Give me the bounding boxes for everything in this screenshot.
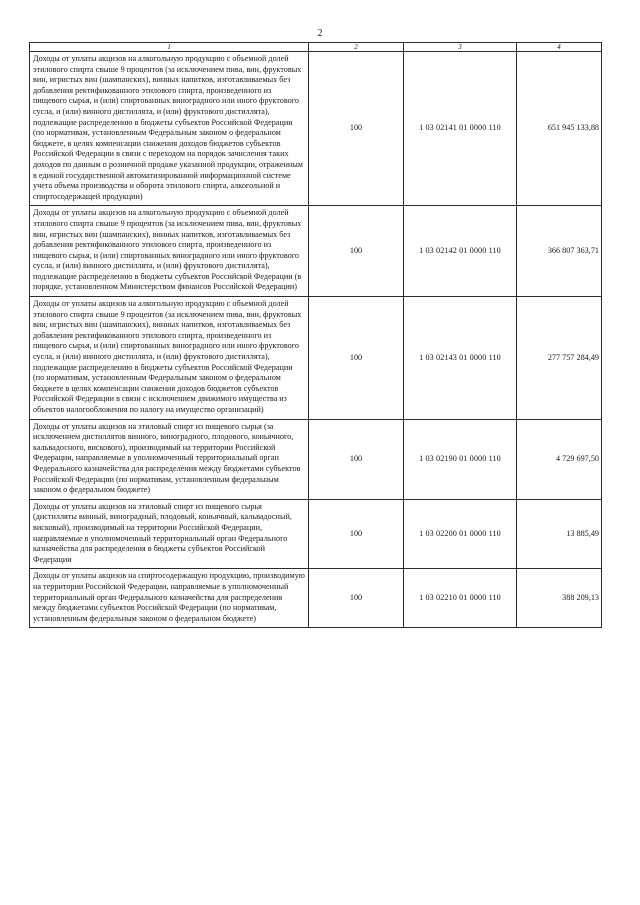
revenue-table	[29, 42, 602, 628]
revenue-amount: 651 945 133,88	[517, 52, 602, 206]
budget-classification-code: 1 03 02210 01 0000 110	[404, 569, 517, 628]
revenue-amount: 388 209,13	[517, 569, 602, 628]
table-row	[30, 297, 602, 420]
administrator-code: 100	[309, 52, 404, 206]
revenue-description: Доходы от уплаты акцизов на алкогольную продукцию с объемной долей этилового спирта свыше 9 процентов (за исключением пива, вин, фруктовых вин, игристых вин (шампанских), винных напитков, изготавливаемых без добавления ректификованного этилового спирта, произведенного из пищевого сырья, и (или) спиртованных виноградного или иного фруктового сусла, и (или) винного дистиллята, и (или) фруктового дистиллята), подлежащие распределению в бюджеты субъектов Российской Федерации (по нормативам, установленным Федеральным законом о федеральном бюджете, в целях компенсации снижения доходов бюджетов субъектов Российской Федерации в связи с переходом на порядок зачисления таких доходов по данным о розничной продаже указанной продукции, отраженным в единой государственной автоматизированной информационной системе учета объема производства и оборота этилового спирта, алкогольной и спиртосодержащей продукции)	[30, 52, 309, 206]
revenue-description: Доходы от уплаты акцизов на алкогольную продукцию с объемной долей этилового спирта свыше 9 процентов (за исключением пива, вин, фруктовых вин, игристых вин (шампанских), винных напитков, изготавливаемых без добавления ректификованного этилового спирта, произведенного из пищевого сырья, и (или) спиртованных виноградного или иного фруктового сусла, и (или) винного дистиллята, и (или) фруктового дистиллята), подлежащие распределению в бюджеты субъектов Российской Федерации (по нормативам, установленным Федеральным законом о федеральном бюджете в целях компенсации снижения доходов бюджетов субъектов Российской Федерации в связи с исключением движимого имущества из объектов налогообложения по налогу на имущество организаций)	[30, 297, 309, 420]
budget-classification-code: 1 03 02143 01 0000 110	[404, 297, 517, 420]
revenue-description: Доходы от уплаты акцизов на спиртосодержащую продукцию, производимую на территории Российской Федерации, направляемые в уполномоченный территориальный орган Федерального казначейства для распределения между бюджетами субъектов Российской Федерации (по нормативам, установленным федеральным законом о федеральном бюджете)	[30, 569, 309, 628]
table-row	[30, 419, 602, 499]
administrator-code: 100	[309, 419, 404, 499]
column-number-3: 3	[404, 43, 517, 52]
administrator-code: 100	[309, 569, 404, 628]
column-number-2: 2	[309, 43, 404, 52]
budget-classification-code: 1 03 02190 01 0000 110	[404, 419, 517, 499]
budget-classification-code: 1 03 02142 01 0000 110	[404, 206, 517, 297]
budget-classification-code: 1 03 02200 01 0000 110	[404, 499, 517, 569]
table-row	[30, 499, 602, 569]
revenue-amount: 13 885,49	[517, 499, 602, 569]
revenue-amount: 4 729 697,50	[517, 419, 602, 499]
table-row	[30, 52, 602, 206]
revenue-description: Доходы от уплаты акцизов на алкогольную продукцию с объемной долей этилового спирта свыше 9 процентов (за исключением пива, вин, фруктовых вин, игристых вин (шампанских), винных напитков, изготавливаемых без добавления ректификованного этилового спирта, произведенного из пищевого сырья, и (или) спиртованных виноградного или иного фруктового сусла, и (или) винного дистиллята, и (или) фруктового дистиллята), подлежащие распределению в бюджеты субъектов Российской Федерации (в порядке, установленном Министерством финансов Российской Федерации)	[30, 206, 309, 297]
revenue-amount: 366 807 363,71	[517, 206, 602, 297]
administrator-code: 100	[309, 297, 404, 420]
revenue-amount: 277 757 284,49	[517, 297, 602, 420]
column-number-1: 1	[30, 43, 309, 52]
table-row	[30, 569, 602, 628]
budget-classification-code: 1 03 02141 01 0000 110	[404, 52, 517, 206]
administrator-code: 100	[309, 499, 404, 569]
revenue-description: Доходы от уплаты акцизов на этиловый спирт из пищевого сырья (дистилляты винный, виноградный, плодовый, коньячный, кальвадосный, висковый), производимый на территории Российской Федерации, направляемые в уполномоченный территориальный орган Федерального казначейства для распределения в бюджеты субъектов Российской Федерации	[30, 499, 309, 569]
table-row	[30, 206, 602, 297]
administrator-code: 100	[309, 206, 404, 297]
table-header-row	[30, 43, 602, 52]
revenue-description: Доходы от уплаты акцизов на этиловый спирт из пищевого сырья (за исключением дистиллятов винного, виноградного, плодового, коньячного, кальвадосного, вискового), производимый на территории Российской Федерации, направляемые в уполномоченный территориальный орган Федерального казначейства для распределения между бюджетами субъектов Российской Федерации (по нормативам, установленным федеральным законом о федеральном бюджете)	[30, 419, 309, 499]
page-number: 2	[317, 28, 323, 39]
column-number-4: 4	[517, 43, 602, 52]
